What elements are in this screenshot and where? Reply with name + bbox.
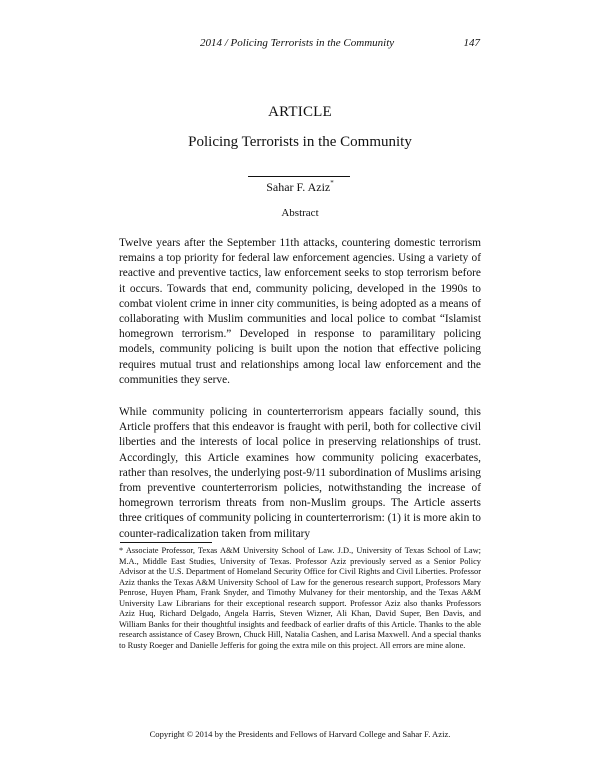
author-line [0, 180, 600, 195]
author-footnote-mark: * [330, 179, 334, 187]
author-footnote: * Associate Professor, Texas A&M University School of Law. J.D., University of Texas School of Law; M.A., Middle East Studies, University of Texas. Professor Aziz previously served as a Senior Policy Advisor at the U.S. Department of Homeland Security Office for Civil Rights and Civil Liberties. Professor Aziz thanks the Texas A&M University School of Law for the generous research support, Professors Mary Penrose, Huyen Pham, Frank Snyder, and Timothy Mulvaney for their mentorship, and the Texas A&M University Law Librarians for their exceptional research support. Professor Aziz also thanks Professors Aziz Huq, Richard Delgado, Angela Harris, Steven Wizner, Ali Khan, David Super, Ben Davis, and William Banks for their thoughtful insights and feedback of earlier drafts of this Article. Thanks to the able research assistance of Casey Brown, Chuck Hill, Natalia Cashen, and Larisa Maxwell. And a special thanks to Rusty Roeger and Danielle Jefferis for going the extra mile on this project. All errors are mine alone. [119, 546, 481, 650]
article-title: Policing Terrorists in the Community [188, 134, 412, 150]
copyright-notice: Copyright © 2014 by the Presidents and Fellows of Harvard College and Sahar F. Aziz. [149, 729, 451, 739]
abstract-paragraph-1: Twelve years after the September 11th attacks, countering domestic terrorism remains a top priority for federal law enforcement agencies. Using a variety of reactive and preventive tactics, law enforcement seeks to stop terrorism before it occurs. Towards that end, community policing, developed in the 1990s to combat violent crime in inner city communities, is being adopted as a means of collaborating with Muslim communities and local police to combat “Islamist homegrown terrorism.” Developed in response to paramilitary policing models, community policing is built upon the notion that effective policing requires mutual trust and relationships among local law enforcement and the communities they serve. [119, 237, 481, 386]
abstract-heading: Abstract [281, 207, 319, 219]
article-label: ARTICLE [268, 104, 332, 120]
page-number: 147 [463, 37, 480, 49]
abstract-paragraph-2: While community policing in counterterrorism appears facially sound, this Article proffers that this endeavor is fraught with peril, both for collective civil liberties and the interests of local police in preserving relationships of trust. Accordingly, this Article examines how community policing exacerbates, rather than resolves, the underlying post-9/11 subordination of Muslims arising from preventive counterterrorism policies, notwithstanding the increase of homegrown terrorism threats from non-Muslim groups. The Article asserts three critiques of community policing in counterterrorism: (1) it is more akin to counter-radicalization taken from military [119, 406, 481, 540]
author-name: Sahar F. Aziz [266, 180, 331, 194]
author-rule [248, 176, 350, 177]
running-head [120, 37, 480, 51]
footnote-rule [120, 542, 212, 543]
running-head-title: 2014 / Policing Terrorists in the Community [200, 37, 395, 49]
